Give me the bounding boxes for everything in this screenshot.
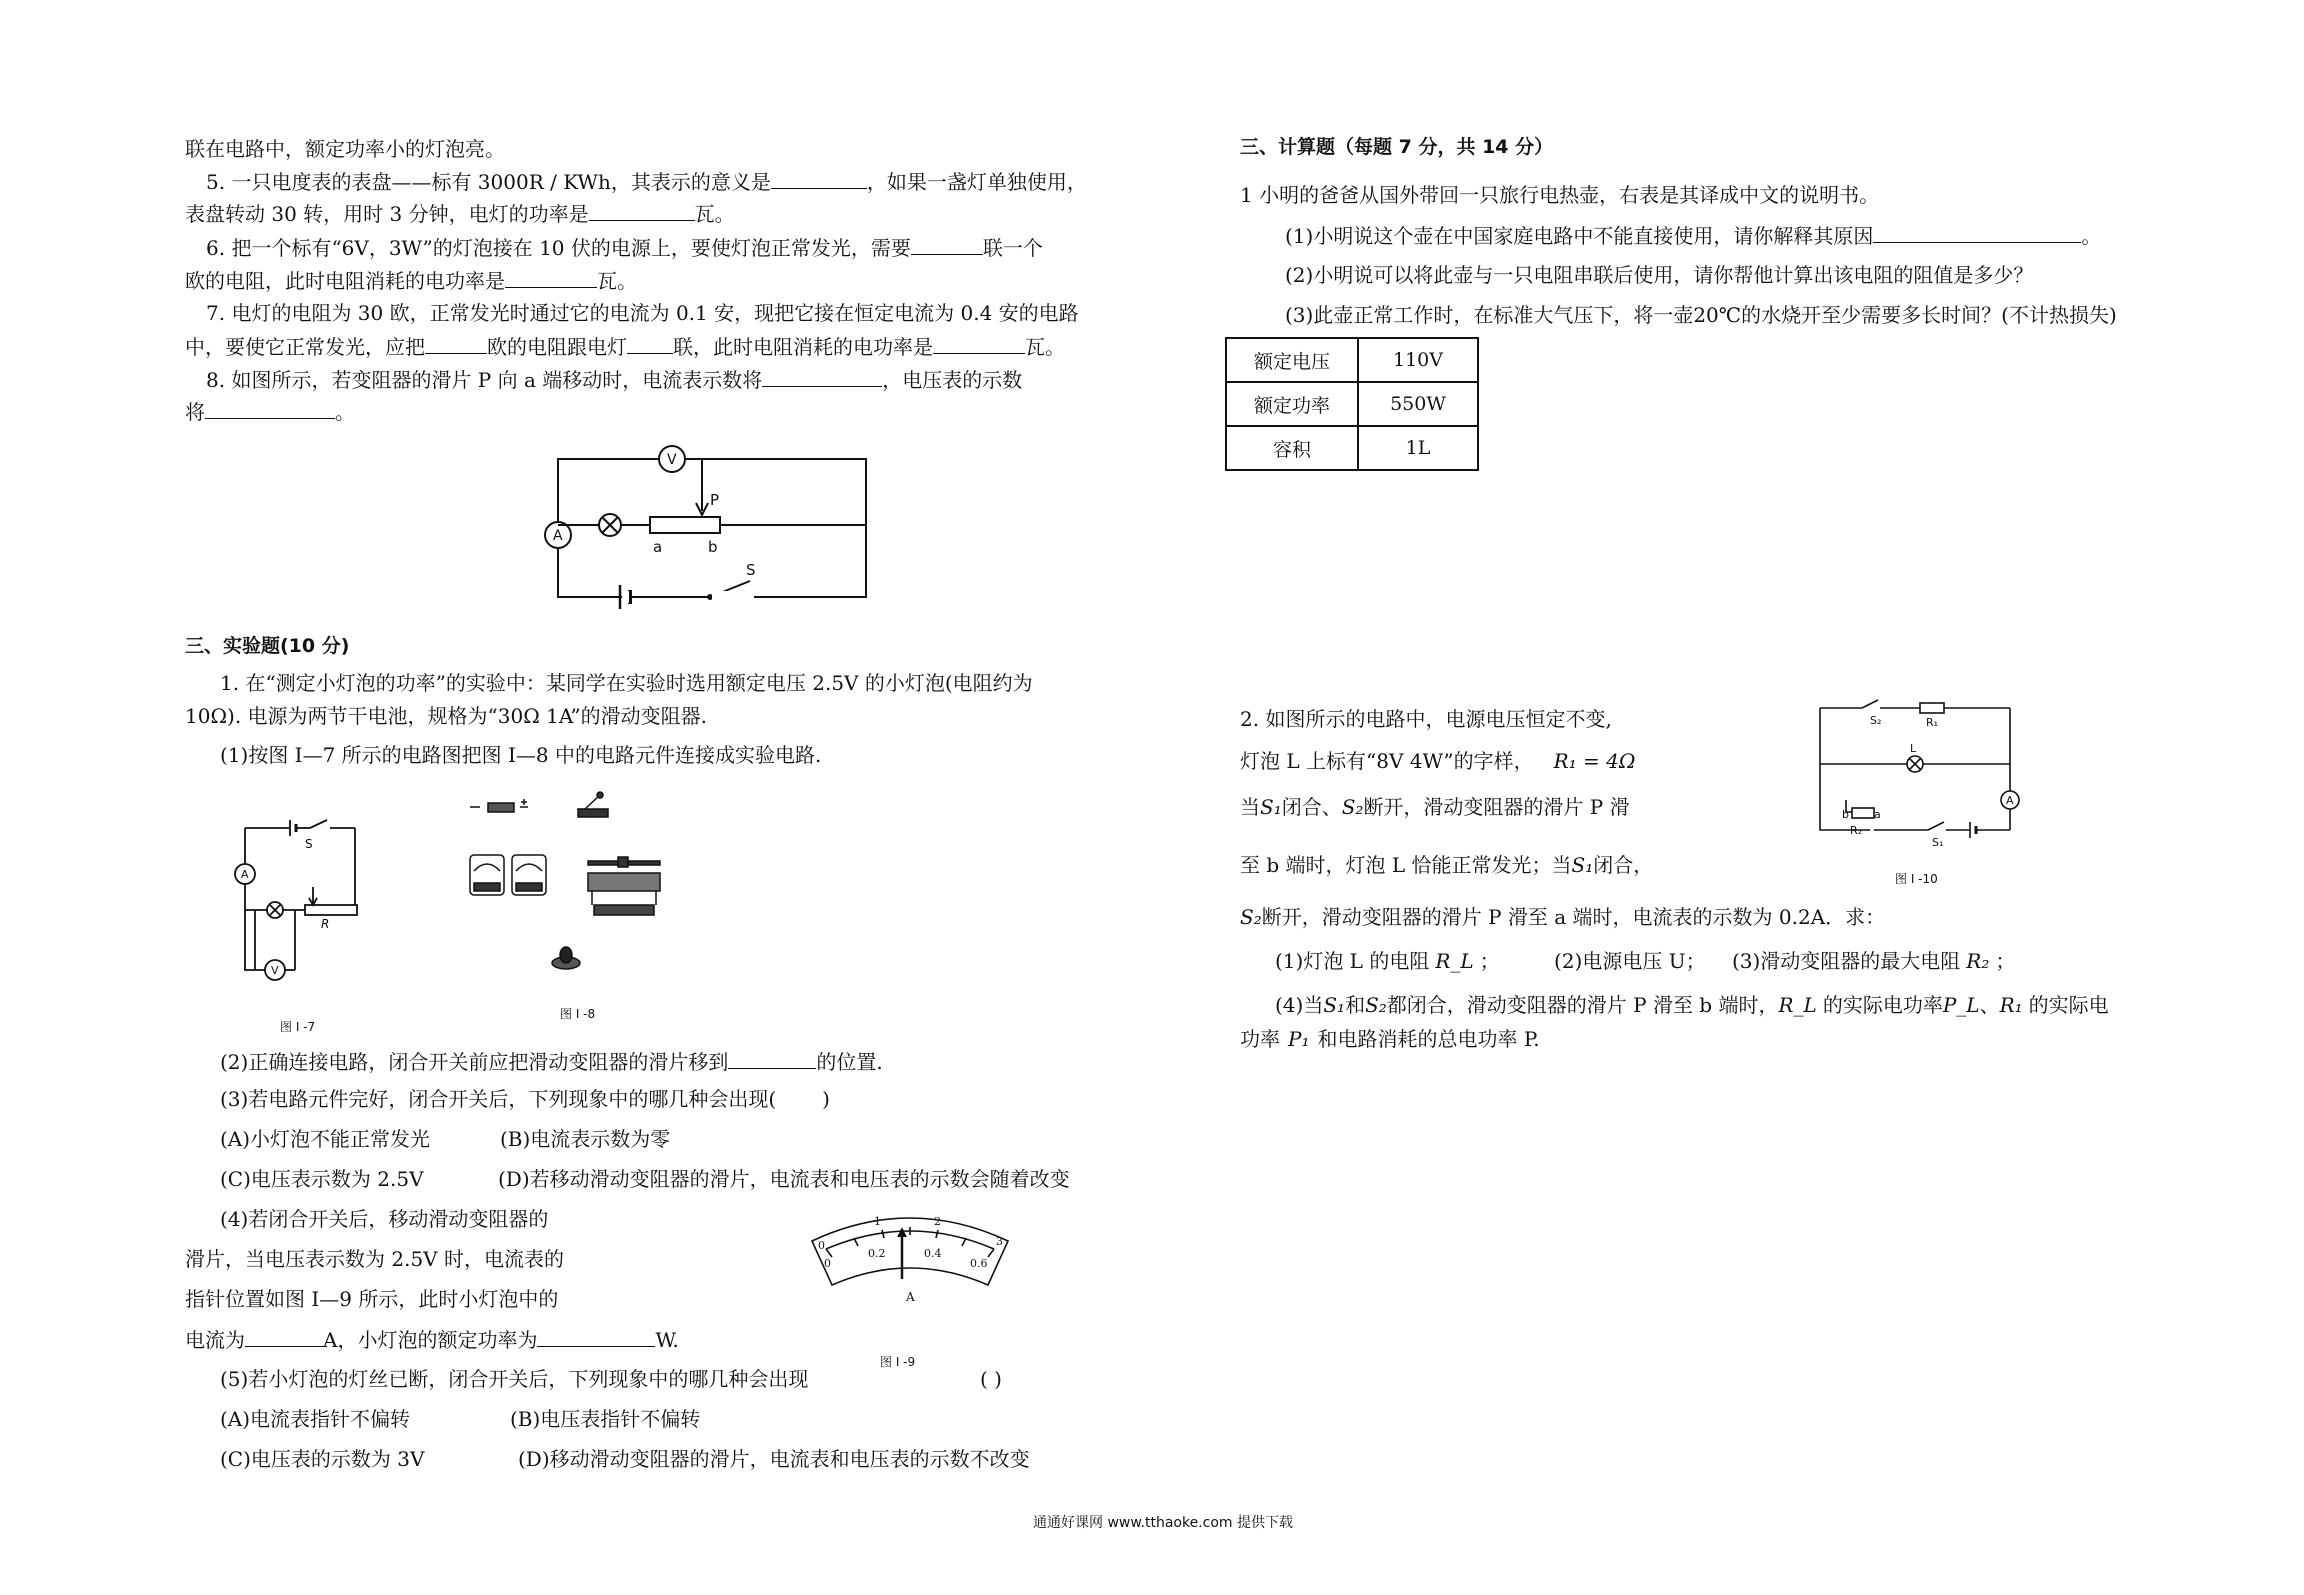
fig-i9-tick-2: 2 <box>934 1215 941 1228</box>
fig-i10-label-R2: R₂ <box>1850 824 1863 837</box>
e1-step5: (5)若小灯泡的灯丝已断，闭合开关后，下列现象中的哪几种会出现 <box>220 1367 809 1391</box>
fig-i10-label-R1: R₁ <box>1926 716 1939 729</box>
c2-line2: 灯泡 L 上标有“8V 4W”的字样， R₁ = 4Ω <box>1240 749 1636 773</box>
fig-i10-label-S2: S₂ <box>1870 714 1882 727</box>
fig-i8-components <box>460 795 660 990</box>
q4-end: 联在电路中，额定功率小的灯泡亮。 <box>185 137 505 161</box>
c1-q1-blank[interactable] <box>1873 222 2081 243</box>
q8-blank1[interactable] <box>762 366 882 387</box>
e1-step5-answer[interactable]: ( ) <box>980 1367 1002 1391</box>
e1-step5-option-b: (B)电压表指针不偏转 <box>510 1407 701 1431</box>
fig-i10-circuit <box>1810 700 2020 849</box>
spec-cell-label: 额定功率 <box>1226 382 1358 426</box>
spec-row <box>1226 382 1478 426</box>
q8-line1: 8. 如图所示，若变阻器的滑片 P 向 a 端移动时，电流表示数将 ，电压表的示数 <box>206 368 1023 392</box>
spec-cell-label: 容积 <box>1226 426 1358 470</box>
e1-step3-option-c: (C)电压表示数为 2.5V <box>220 1167 424 1191</box>
q7-blank3[interactable] <box>933 333 1025 354</box>
q6-blank2[interactable] <box>505 267 597 288</box>
fig-i7-caption: 图 I -7 <box>280 1020 316 1034</box>
fig-q8-label-S: S <box>746 561 756 579</box>
q5-blank2[interactable] <box>589 200 695 221</box>
fig-i10-label-b: b <box>1842 808 1849 821</box>
footer-credit: 通通好课网 www.tthaoke.com 提供下载 <box>1033 1515 1293 1531</box>
fig-i9-tick-1: 1 <box>874 1215 881 1228</box>
fig-i9-meter-label: A <box>906 1290 915 1304</box>
fig-q8-label-A: A <box>553 528 563 544</box>
e1-step3-option-a: (A)小灯泡不能正常发光 <box>220 1127 431 1151</box>
fig-i7-label-V: V <box>271 964 279 977</box>
fig-i8-caption: 图 I -8 <box>560 1007 596 1021</box>
e1-step4-line3: 指针位置如图 I—9 所示，此时小灯泡中的 <box>185 1287 559 1311</box>
spec-row <box>1226 338 1478 382</box>
c2-line4: 至 b 端时，灯泡 L 恰能正常发光；当S₁闭合， <box>1240 853 1654 877</box>
fig-i10-label-A: A <box>2006 794 2014 807</box>
e1-step3-option-d: (D)若移动滑动变阻器的滑片，电流表和电压表的示数会随着改变 <box>498 1167 1070 1191</box>
section4-title: 三、计算题（每题 7 分，共 14 分） <box>1240 136 1554 158</box>
q6-blank1[interactable] <box>911 234 983 255</box>
fig-q8-label-b: b <box>708 538 718 556</box>
fig-i9-tick-04: 0.4 <box>924 1247 942 1260</box>
q7-blank1[interactable] <box>425 333 487 354</box>
q8-blank2[interactable] <box>205 398 335 419</box>
fig-i9-caption: 图 I -9 <box>880 1355 916 1369</box>
c2-line3: 当S₁闭合、S₂断开，滑动变阻器的滑片 P 滑 <box>1240 795 1630 819</box>
e1-step1: (1)按图 I—7 所示的电路图把图 I—8 中的电路元件连接成实验电路. <box>220 743 822 767</box>
q6-line2: 欧的电阻，此时电阻消耗的电功率是 瓦。 <box>185 269 637 293</box>
q5-blank1[interactable] <box>771 168 867 189</box>
q7-line1: 7. 电灯的电阻为 30 欧，正常发光时通过它的电流为 0.1 安，现把它接在恒定电流为 0.4 安的电路 <box>206 301 1079 325</box>
fig-i7-label-A: A <box>241 868 249 881</box>
e1-line1: 1. 在“测定小灯泡的功率”的实验中：某同学在实验时选用额定电压 2.5V 的小灯泡(电阻约为 <box>220 671 1033 695</box>
e1-step3-option-b: (B)电流表示数为零 <box>500 1127 671 1151</box>
q5-line1: 5. 一只电度表的表盘——标有 3000R / KWh，其表示的意义是 ，如果一盏灯单独使用， <box>206 170 1087 194</box>
e1-step5-option-a: (A)电流表指针不偏转 <box>220 1407 411 1431</box>
c1-q3: (3)此壶正常工作时，在标准大气压下，将一壶20℃的水烧开至少需要多长时间？(不计热损失) <box>1285 303 2117 327</box>
c2-line5: S₂断开，滑动变阻器的滑片 P 滑至 a 端时，电流表的示数为 0.2A．求： <box>1240 905 1886 929</box>
e1-step3: (3)若电路元件完好，闭合开关后，下列现象中的哪几种会出现( ) <box>220 1087 830 1111</box>
q6-line1: 6. 把一个标有“6V，3W”的灯泡接在 10 伏的电源上，要使灯泡正常发光，需要 联一个 <box>206 236 1043 260</box>
spec-cell-value: 110V <box>1358 338 1478 382</box>
fig-i10-caption: 图 I -10 <box>1895 872 1938 886</box>
c1-q2: (2)小明说可以将此壶与一只电阻串联后使用，请你帮他计算出该电阻的阻值是多少？ <box>1285 263 2034 287</box>
fig-i9-tick-02: 0.2 <box>868 1247 886 1260</box>
e1-step4-line2: 滑片，当电压表示数为 2.5V 时，电流表的 <box>185 1247 564 1271</box>
fig-i7-label-S: S <box>305 837 313 851</box>
fig-i9-tick-06: 0.6 <box>970 1257 988 1270</box>
spec-cell-value: 1L <box>1358 426 1478 470</box>
fig-i9-tick-0-bottom: 0 <box>824 1257 831 1270</box>
q8-line2: 将 。 <box>185 400 355 424</box>
e1-step5-option-c: (C)电压表的示数为 3V <box>220 1447 425 1471</box>
spec-cell-label: 额定电压 <box>1226 338 1358 382</box>
e1-step2-blank[interactable] <box>728 1048 816 1069</box>
e1-step4-line1: (4)若闭合开关后，移动滑动变阻器的 <box>220 1207 549 1231</box>
c2-r1-formula: R₁ = 4Ω <box>1553 749 1636 773</box>
c2-question4-line1: (4)当S₁和S₂都闭合，滑动变阻器的滑片 P 滑至 b 端时，R_L 的实际电功率P_L、R₁ 的实际电 <box>1275 993 2109 1017</box>
fig-i9-tick-3: 3 <box>996 1235 1003 1248</box>
fig-i10-label-L: L <box>1910 742 1917 755</box>
fig-i10-label-a: a <box>1874 808 1881 821</box>
fig-i9-ammeter <box>810 1205 1010 1305</box>
fig-i9-tick-0-top: 0 <box>818 1239 825 1252</box>
c1-q1: (1)小明说这个壶在中国家庭电路中不能直接使用，请你解释其原因 。 <box>1285 224 2102 248</box>
spec-table <box>1225 337 1479 471</box>
e1-step4-blank2[interactable] <box>537 1326 655 1347</box>
q7-line2: 中，要使它正常发光，应把 欧的电阻跟电灯 联，此时电阻消耗的电功率是 瓦。 <box>185 335 1065 359</box>
c2-line1: 2. 如图所示的电路中，电源电压恒定不变, <box>1240 707 1612 731</box>
fig-i7-circuit <box>235 820 375 990</box>
e1-step5-option-d: (D)移动滑动变阻器的滑片，电流表和电压表的示数不改变 <box>518 1447 1030 1471</box>
q5-line2: 表盘转动 30 转，用时 3 分钟，电灯的功率是 瓦。 <box>185 202 735 226</box>
fig-i7-label-R: R <box>321 917 330 931</box>
e1-step4-blank1[interactable] <box>245 1326 323 1347</box>
e1-line2: 10Ω). 电源为两节干电池，规格为“30Ω 1A”的滑动变阻器. <box>185 704 707 728</box>
spec-row <box>1226 426 1478 470</box>
section3-title: 三、实验题(10 分) <box>185 635 350 657</box>
e1-step4-line4: 电流为 A，小灯泡的额定功率为 W. <box>185 1328 679 1352</box>
spec-cell-value: 550W <box>1358 382 1478 426</box>
fig-q8-label-a: a <box>653 538 663 556</box>
fig-q8-label-V: V <box>667 452 677 468</box>
c2-questions-123: (1)灯泡 L 的电阻 R_L ； (2)电源电压 U； (3)滑动变阻器的最大电阻 R₂ ； <box>1275 949 2016 973</box>
fig-q8-label-P: P <box>710 491 720 509</box>
c1-intro: 1 小明的爸爸从国外带回一只旅行电热壶，右表是其译成中文的说明书。 <box>1240 183 1880 207</box>
q8-circuit-figure <box>550 445 970 605</box>
e1-step2: (2)正确连接电路，闭合开关前应把滑动变阻器的滑片移到 的位置. <box>220 1050 883 1074</box>
c2-question4-line2: 功率 P₁ 和电路消耗的总电功率 P. <box>1240 1027 1540 1051</box>
q7-blank2[interactable] <box>627 333 673 354</box>
fig-i10-label-S1: S₁ <box>1932 836 1944 849</box>
